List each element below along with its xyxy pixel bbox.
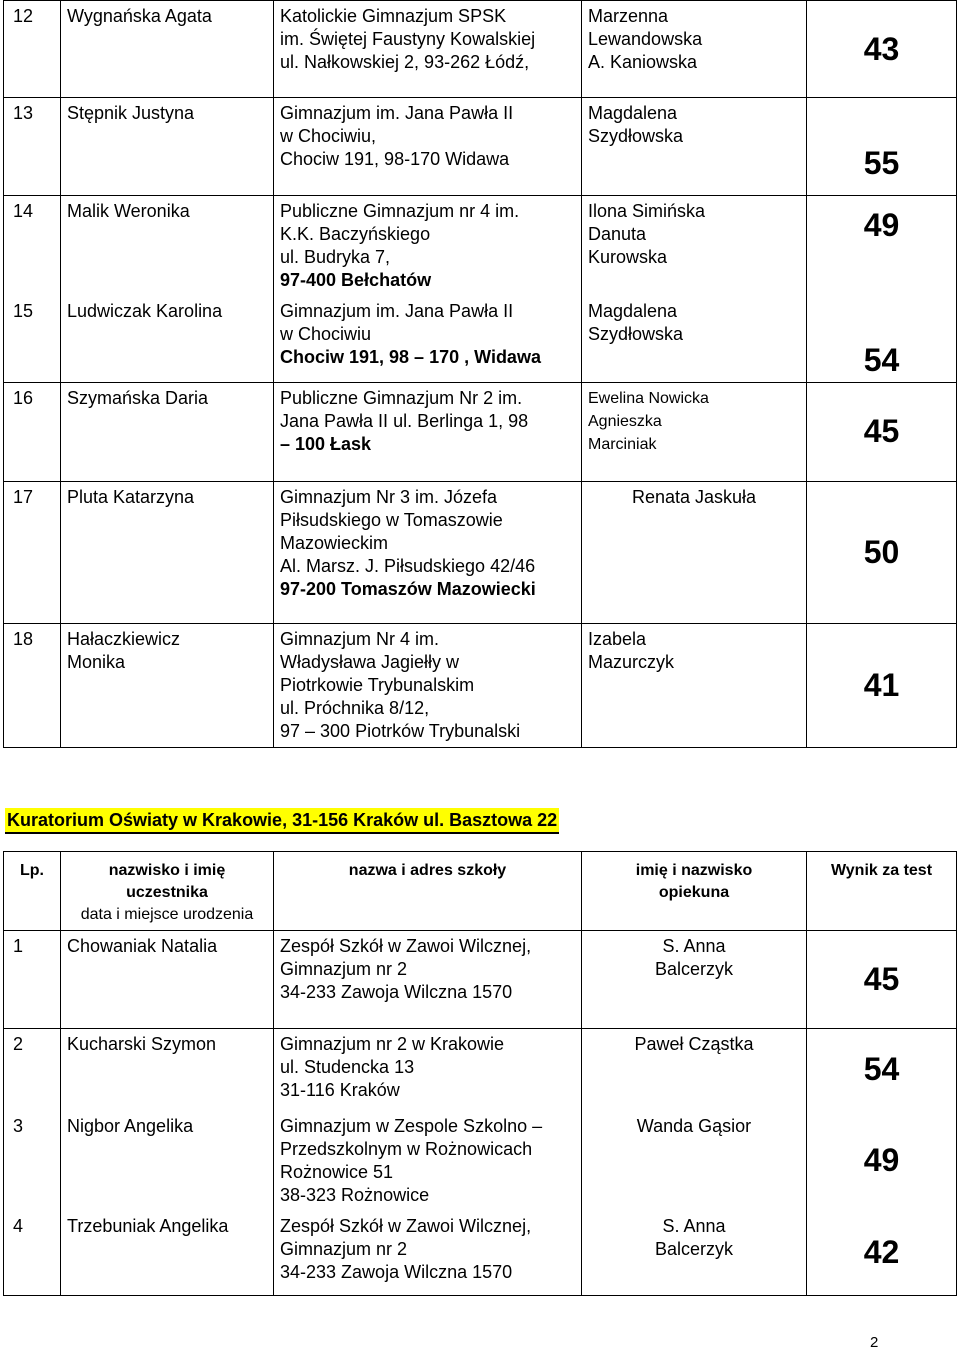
school-address: Gimnazjum im. Jana Pawła II w Chociwiu Chociw 191, 98 – 170 , Widawa: [274, 296, 582, 382]
table-row: [4, 196, 957, 297]
row-number: 3: [4, 1111, 61, 1211]
tutor-name: Magdalena Szydłowska: [582, 98, 807, 196]
tutor-name: Renata Jaskuła: [582, 481, 807, 623]
participant-name: Kucharski Szymon: [61, 1029, 274, 1111]
participant-name: Wygnańska Agata: [61, 1, 274, 98]
test-score: 45: [807, 931, 957, 1029]
school-address: Publiczne Gimnazjum nr 4 im. K.K. Baczyńskiego ul. Budryka 7, 97-400 Bełchatów: [274, 196, 582, 297]
row-number: 2: [4, 1029, 61, 1111]
test-score: 41: [807, 623, 957, 747]
tutor-name: Magdalena Szydłowska: [582, 296, 807, 382]
participant-name: Pluta Katarzyna: [61, 481, 274, 623]
table-row: [4, 1, 957, 98]
tutor-name: S. Anna Balcerzyk: [582, 1211, 807, 1296]
school-address: Publiczne Gimnazjum Nr 2 im. Jana Pawła II ul. Berlinga 1, 98 – 100 Łask: [274, 382, 582, 481]
table-row: [4, 382, 957, 481]
test-score: 50: [807, 481, 957, 623]
test-score: 45: [807, 382, 957, 481]
participant-name: Hałaczkiewicz Monika: [61, 623, 274, 747]
school-address: Katolickie Gimnazjum SPSK im. Świętej Faustyny Kowalskiej ul. Nałkowskiej 2, 93-262 Łódź,: [274, 1, 582, 98]
participant-name: Szymańska Daria: [61, 382, 274, 481]
tutor-name: Ewelina Nowicka Agnieszka Marciniak: [582, 382, 807, 481]
tutor-name: Paweł Cząstka: [582, 1029, 807, 1111]
participant-name: Chowaniak Natalia: [61, 931, 274, 1029]
participant-name: Malik Weronika: [61, 196, 274, 297]
school-address: Gimnazjum w Zespole Szkolno – Przedszkolnym w Rożnowicach Rożnowice 51 38-323 Rożnowice: [274, 1111, 582, 1211]
school-address: Gimnazjum im. Jana Pawła II w Chociwiu, Chociw 191, 98-170 Widawa: [274, 98, 582, 196]
school-address: Gimnazjum Nr 4 im. Władysława Jagiełły w Piotrkowie Trybunalskim ul. Próchnika 8/12, 97 – 300 Piotrków Trybunalski: [274, 623, 582, 747]
participant-name: Stępnik Justyna: [61, 98, 274, 196]
row-number: 15: [4, 296, 61, 382]
participant-name: Nigbor Angelika: [61, 1111, 274, 1211]
row-number: 13: [4, 98, 61, 196]
tutor-name: Ilona Simińska Danuta Kurowska: [582, 196, 807, 297]
test-score: 54: [807, 296, 957, 382]
table-header-row: [4, 852, 957, 931]
header-score: Wynik za test: [807, 852, 957, 931]
header-tutor: imię i nazwisko opiekuna: [582, 852, 807, 931]
row-number: 4: [4, 1211, 61, 1296]
table-row: [4, 481, 957, 623]
row-number: 12: [4, 1, 61, 98]
header-lp: Lp.: [4, 852, 61, 931]
test-score: 43: [807, 1, 957, 98]
tutor-name: Izabela Mazurczyk: [582, 623, 807, 747]
test-score: 55: [807, 98, 957, 196]
table-row: [4, 98, 957, 196]
school-address: Zespół Szkół w Zawoi Wilcznej, Gimnazjum nr 2 34-233 Zawoja Wilczna 1570: [274, 1211, 582, 1296]
test-score: 42: [807, 1211, 957, 1296]
school-address: Gimnazjum Nr 3 im. Józefa Piłsudskiego w Tomaszowie Mazowieckim Al. Marsz. J. Piłsudskiego 42/46 97-200 Tomaszów Mazowiecki: [274, 481, 582, 623]
row-number: 18: [4, 623, 61, 747]
participants-table-krakow: [3, 851, 957, 1296]
test-score: 49: [807, 196, 957, 297]
tutor-name: Wanda Gąsior: [582, 1111, 807, 1211]
table-row: [4, 1111, 957, 1211]
row-number: 16: [4, 382, 61, 481]
header-name: nazwisko i imię uczestnika data i miejsce urodzenia: [61, 852, 274, 931]
table-row: [4, 296, 957, 382]
section-title: Kuratorium Oświaty w Krakowie, 31-156 Kraków ul. Basztowa 22: [5, 808, 559, 834]
school-address: Gimnazjum nr 2 w Krakowie ul. Studencka 13 31-116 Kraków: [274, 1029, 582, 1111]
row-number: 17: [4, 481, 61, 623]
tutor-name: Marzenna Lewandowska A. Kaniowska: [582, 1, 807, 98]
page-number: 2: [870, 1334, 879, 1351]
table-row: [4, 1029, 957, 1111]
table-row: [4, 931, 957, 1029]
participants-table-lodz: [3, 0, 957, 748]
school-address: Zespół Szkół w Zawoi Wilcznej, Gimnazjum nr 2 34-233 Zawoja Wilczna 1570: [274, 931, 582, 1029]
header-school: nazwa i adres szkoły: [274, 852, 582, 931]
table-row: [4, 1211, 957, 1296]
participant-name: Trzebuniak Angelika: [61, 1211, 274, 1296]
row-number: 1: [4, 931, 61, 1029]
test-score: 54: [807, 1029, 957, 1111]
participant-name: Ludwiczak Karolina: [61, 296, 274, 382]
table-row: [4, 623, 957, 747]
row-number: 14: [4, 196, 61, 297]
tutor-name: S. Anna Balcerzyk: [582, 931, 807, 1029]
test-score: 49: [807, 1111, 957, 1211]
